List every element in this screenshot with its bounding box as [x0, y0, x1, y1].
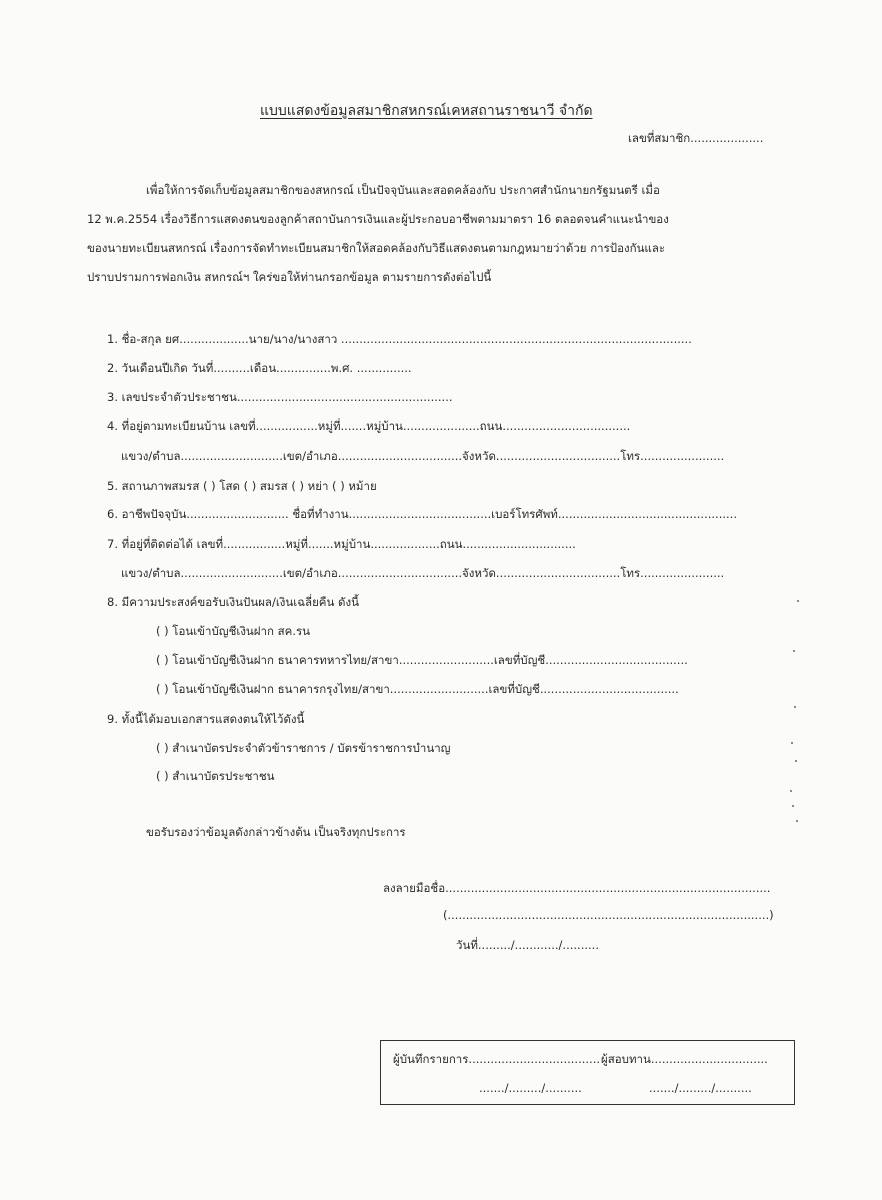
item-4-address: 4. ที่อยู่ตามทะเบียนบ้าน เลขที่.................หมู่ที่.......หมู่บ้าน.....................ถนน...................................: [107, 419, 631, 433]
recorder-date-line: ......./........./..........: [479, 1081, 582, 1095]
scan-speck: [794, 706, 796, 708]
item-9-option-1: ( ) สำเนาบัตรประจำตัวข้าราชการ / บัตรข้าราชการบำนาญ: [156, 741, 451, 755]
item-6-occupation: 6. อาชีพปัจจุบัน............................ ชื่อที่ทำงาน.......................................เบอร์โทรศัพท์.................................................: [107, 507, 737, 521]
item-9-documents: 9. ทั้งนี้ได้มอบเอกสารแสดงตนให้ไว้ดังนี้: [107, 712, 305, 726]
certification-text: ขอรับรองว่าข้อมูลดังกล่าวข้างต้น เป็นจริงทุกประการ: [146, 825, 406, 839]
scan-speck: [793, 650, 795, 652]
recorder-line: ผู้บันทึกรายการ....................................: [393, 1052, 601, 1066]
item-1-name: 1. ชื่อ-สกุล ยศ...................นาย/นาง/นางสาว ................................................................................................: [107, 332, 692, 346]
scan-speck: [795, 760, 797, 762]
item-3-citizen-id: 3. เลขประจำตัวประชาชน...........................................................: [107, 390, 453, 404]
intro-line-2: 12 พ.ค.2554 เรื่องวิธีการแสดงตนของลูกค้าสถาบันการเงินและผู้ประกอบอาชีพตามมาตรา 16 ตลอดจนคำแนะนำของ: [87, 212, 669, 226]
item-8-dividend: 8. มีความประสงค์ขอรับเงินปันผล/เงินเฉลี่ยคืน ดังนี้: [107, 595, 359, 609]
item-8-option-2: ( ) โอนเข้าบัญชีเงินฝาก ธนาคารทหารไทย/สาขา..........................เลขที่บัญชี.......................................: [156, 653, 688, 667]
signature-name-line: (........................................................................................): [443, 908, 774, 922]
item-5-marital-status: 5. สถานภาพสมรส ( ) โสด ( ) สมรส ( ) หย่า ( ) หม้าย: [107, 479, 377, 493]
item-2-birthdate: 2. วันเดือนปีเกิด วันที่..........เดือน...............พ.ศ. ...............: [107, 361, 412, 375]
signature-line: ลงลายมือชื่อ.........................................................................................: [383, 881, 771, 895]
scan-speck: [797, 600, 799, 602]
officer-box: [380, 1040, 795, 1105]
scan-speck: [791, 742, 793, 744]
scan-speck: [792, 805, 794, 807]
scan-speck: [790, 790, 792, 792]
reviewer-date-line: ......./........./..........: [649, 1081, 752, 1095]
intro-line-1: เพื่อให้การจัดเก็บข้อมูลสมาชิกของสหกรณ์ เป็นปัจจุบันและสอดคล้องกับ ประกาศสำนักนายกรัฐมนตรี เมื่อ: [146, 183, 660, 197]
signature-date-line: วันที่........./............/..........: [456, 938, 599, 952]
item-4-address-district: แขวง/ตำบล............................เขต/อำเภอ..................................จังหวัด..................................โทร.......................: [121, 449, 725, 463]
item-7-contact-district: แขวง/ตำบล............................เขต/อำเภอ..................................จังหวัด..................................โทร.......................: [121, 566, 725, 580]
member-number: เลขที่สมาชิก....................: [628, 131, 764, 145]
scan-speck: [796, 820, 798, 822]
intro-line-3: ของนายทะเบียนสหกรณ์ เรื่องการจัดทำทะเบียนสมาชิกให้สอดคล้องกับวิธีแสดงตนตามกฎหมายว่าด้วย การป้องกันและ: [87, 241, 666, 255]
item-7-contact-address: 7. ที่อยู่ที่ติดต่อได้ เลขที่.................หมู่ที่.......หมู่บ้าน...................ถนน...............................: [107, 537, 576, 551]
item-8-option-3: ( ) โอนเข้าบัญชีเงินฝาก ธนาคารกรุงไทย/สาขา...........................เลขที่บัญชี......................................: [156, 682, 679, 696]
item-9-option-2: ( ) สำเนาบัตรประชาชน: [156, 769, 275, 783]
reviewer-line: ผู้สอบทาน................................: [601, 1052, 768, 1066]
item-8-option-1: ( ) โอนเข้าบัญชีเงินฝาก สค.รน: [156, 624, 311, 638]
intro-line-4: ปราบปรามการฟอกเงิน สหกรณ์ฯ ใคร่ขอให้ท่านกรอกข้อมูล ตามรายการดังต่อไปนี้: [87, 270, 492, 284]
form-title: แบบแสดงข้อมูลสมาชิกสหกรณ์เคหสถานราชนาวี จำกัด: [260, 103, 593, 119]
